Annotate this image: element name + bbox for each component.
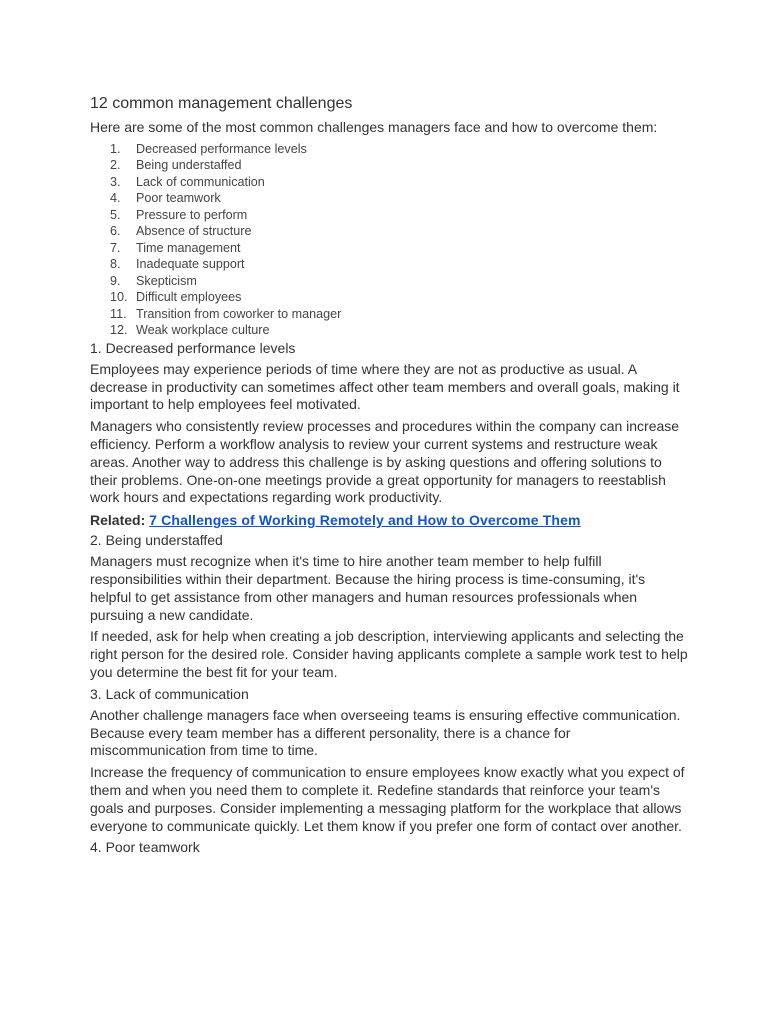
list-item-number: 3. [110, 174, 121, 189]
challenges-list [90, 141, 690, 339]
section-2-paragraph-2: If needed, ask for help when creating a job description, interviewing applicants and selecting the right person for the desired role. Consider having applicants complete a sample work test to help you determine the best fit for your team. [90, 628, 688, 680]
list-item [90, 141, 690, 158]
list-item-number: 12. [110, 323, 128, 338]
section-2-paragraph-1: Managers must recognize when it's time to hire another team member to help fulfill responsibilities within their department. Because the hiring process is time-consuming, it's helpful to get assistance from other managers and human resources professionals when pursuing a new candidate. [90, 553, 646, 623]
list-item-number: 1. [110, 141, 121, 156]
list-item-number: 4. [110, 191, 121, 206]
list-item [90, 223, 690, 240]
list-item-text: Time management [136, 240, 241, 255]
list-item [90, 190, 690, 207]
section-1-paragraph-2: Managers who consistently review processes and procedures within the company can increase efficiency. Perform a workflow analysis to review your current systems and restructure weak areas. Another way to address this challenge is by asking questions and offering solutions to their problems. One-on-one meetings provide a great opportunity for managers to reestablish work hours and expectations regarding work productivity. [90, 418, 680, 506]
section-heading-1: 1. Decreased performance levels [90, 339, 296, 356]
list-item-text: Lack of communication [136, 174, 265, 189]
list-item-number: 9. [110, 273, 121, 288]
list-item-number: 11. [110, 306, 127, 321]
list-item-text: Weak workplace culture [136, 323, 270, 338]
list-item-text: Poor teamwork [136, 191, 221, 206]
list-item [90, 289, 690, 306]
list-item-number: 6. [110, 224, 121, 239]
list-item-number: 10. [110, 290, 128, 305]
list-item [90, 273, 690, 290]
list-item [90, 322, 690, 339]
list-item-number: 8. [110, 257, 121, 272]
list-item [90, 240, 690, 257]
section-heading-2: 2. Being understaffed [90, 532, 223, 549]
related-label: Related: [90, 512, 146, 529]
list-item-text: Decreased performance levels [136, 141, 307, 156]
list-item-text: Absence of structure [136, 224, 252, 239]
list-item-text: Skepticism [136, 273, 197, 288]
list-item-text: Being understaffed [136, 158, 242, 173]
list-item-text: Pressure to perform [136, 207, 248, 222]
section-heading-4: 4. Poor teamwork [90, 839, 200, 856]
related-article-link[interactable]: 7 Challenges of Working Remotely and How to Overcome Them [149, 512, 581, 529]
section-3-paragraph-2: Increase the frequency of communication to ensure employees know exactly what you expect of them and when you need them to complete it. Redefine standards that reinforce your team's goals and purposes. Consider implementing a messaging platform for the workplace that allows everyone to communicate quickly. Let them know if you prefer one form of contact over another. [90, 764, 685, 834]
list-item [90, 306, 690, 323]
document-body [90, 93, 690, 860]
list-item-text: Inadequate support [136, 257, 245, 272]
list-item-text: Transition from coworker to manager [136, 306, 342, 321]
list-item-number: 7. [110, 240, 121, 255]
intro-paragraph: Here are some of the most common challenges managers face and how to overcome them: [90, 119, 658, 135]
section-heading-3: 3. Lack of communication [90, 685, 249, 702]
section-1-paragraph-1: Employees may experience periods of time where they are not as productive as usual. A decrease in productivity can sometimes affect other team members and overall goals, making it important to help employees feel motivated. [90, 360, 680, 413]
list-item [90, 207, 690, 224]
page-title: 12 common management challenges [90, 95, 353, 112]
related-line [90, 511, 690, 529]
list-item [90, 174, 690, 191]
list-item [90, 256, 690, 273]
list-item [90, 157, 690, 174]
section-3-paragraph-1: Another challenge managers face when overseeing teams is ensuring effective communication. Because every team member has a different personality, there is a chance for miscommunication from time to time. [90, 706, 681, 759]
list-item-number: 2. [110, 158, 121, 173]
list-item-text: Difficult employees [136, 290, 242, 305]
list-item-number: 5. [110, 207, 121, 222]
